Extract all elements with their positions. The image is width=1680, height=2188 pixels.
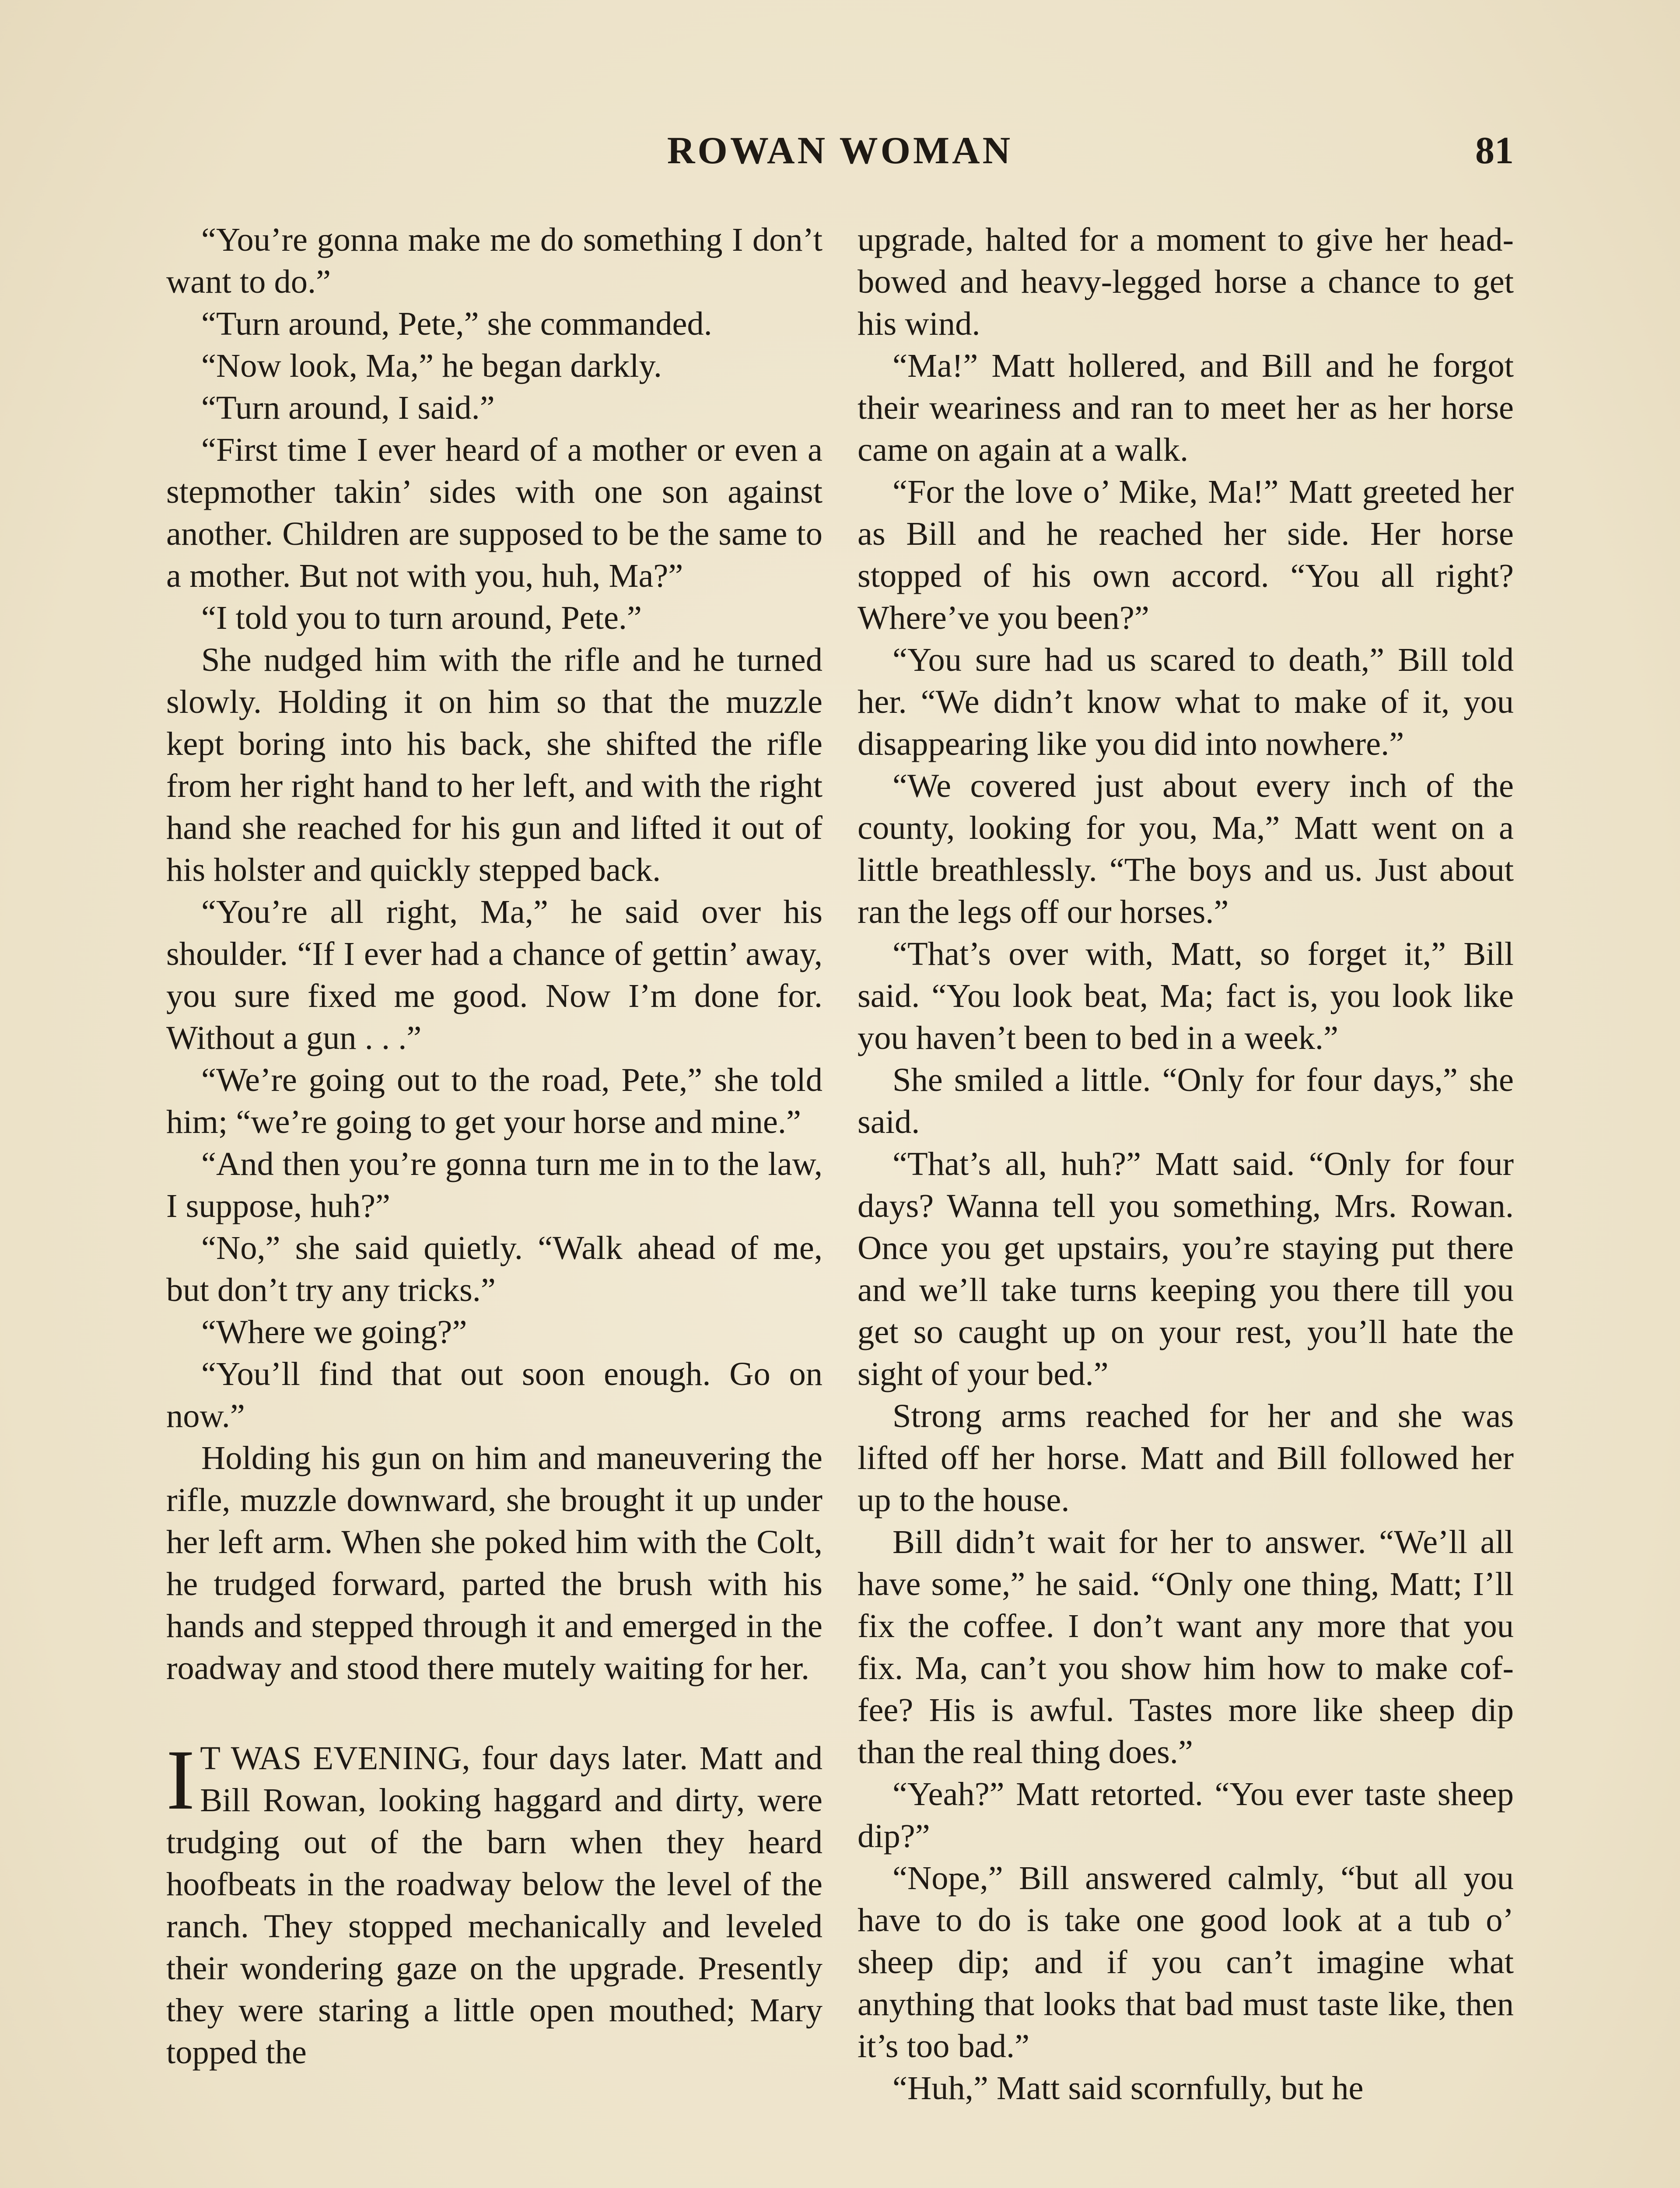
paragraph: “That’s all, huh?” Matt said. “Only for four days? Wanna tell you something, Mrs. Rowan. Once you get upstairs, you’re staying put there and we’ll take turns keeping you there till you get so caught up on your rest, you’ll hate the sight of your bed.”	[858, 1145, 1514, 1392]
paragraph: “You’ll find that out soon enough. Go on now.”	[166, 1355, 822, 1434]
paragraph: “You’re gonna make me do something I don’t want to do.”	[166, 221, 822, 300]
left-column	[166, 219, 822, 2188]
paragraph: She nudged him with the rifle and he turned slowly. Holding it on him so that the muzzle kept boring into his back, she shifted the rifle from her right hand to her left, and with the right hand she reached for his gun and lifted it out of his holster and quickly stepped back.	[166, 641, 822, 888]
paragraph: “That’s over with, Matt, so forget it,” Bill said. “You look beat, Ma; fact is, you look like you haven’t been to bed in a week.”	[858, 935, 1514, 1056]
section-break	[166, 1689, 822, 1737]
paragraph: “Turn around, Pete,” she commanded.	[201, 305, 712, 342]
paragraph: Bill didn’t wait for her to answer. “We’ll all have some,” he said. “Only one thing, Matt; I’ll fix the coffee. I don’t want any more that you fix. Ma, can’t you show him how to make coffee? His is awful. Tastes more like sheep dip than the real thing does.”	[858, 1523, 1514, 1771]
paragraph: “Yeah?” Matt retorted. “You ever taste sheep dip?”	[858, 1775, 1514, 1855]
paragraph: She smiled a little. “Only for four days,” she said.	[858, 1061, 1514, 1140]
section-opening-text: T WAS EVENING, four days later. Matt and Bill Rowan, looking haggard and dirty, were trudging out of the barn when they heard hoofbeats in the roadway below the level of the ranch. They stopped mechanically and leveled their wondering gaze on the upgrade. Presently they were staring a little open mouthed; Mary topped the	[166, 1739, 822, 2071]
paragraph-continued: upgrade, halted for a moment to give her head-bowed and heavy-legged horse a chance to get his wind.	[858, 221, 1514, 342]
paragraph: “You sure had us scared to death,” Bill told her. “We didn’t know what to make of it, you disappearing like you did into nowhere.”	[858, 641, 1514, 762]
paragraph: “No,” she said quietly. “Walk ahead of me, but don’t try any tricks.”	[166, 1229, 822, 1308]
paragraph: Strong arms reached for her and she was lifted off her horse. Matt and Bill followed her up to the house.	[858, 1397, 1514, 1518]
paragraph: “Now look, Ma,” he began darkly.	[201, 347, 662, 384]
paragraph: “We’re going out to the road, Pete,” she told him; “we’re going to get your horse and mine.”	[166, 1061, 822, 1140]
paragraph: “For the love o’ Mike, Ma!” Matt greeted her as Bill and he reached her side. Her horse stopped of his own accord. “You all right? Where’ve you been?”	[858, 473, 1514, 636]
paragraph: “Nope,” Bill answered calmly, “but all you have to do is take one good look at a tub o’ sheep dip; and if you can’t imagine what anything that looks that bad must taste like, then it’s too bad.”	[858, 1859, 1514, 2065]
right-column	[858, 219, 1514, 2188]
running-title: ROWAN WOMAN	[667, 130, 1013, 172]
paragraph: “And then you’re gonna turn me in to the law, I suppose, huh?”	[166, 1145, 822, 1224]
paragraph: “Huh,” Matt said scornfully, but he	[892, 2069, 1364, 2107]
paragraph: “We covered just about every inch of the county, looking for you, Ma,” Matt went on a little breathlessly. “The boys and us. Just about ran the legs off our horses.”	[858, 767, 1514, 930]
page-number: 81	[1475, 130, 1514, 172]
paragraph: Holding his gun on him and maneuvering the rifle, muzzle downward, she brought it up under her left arm. When she poked him with the Colt, he trudged forward, parted the brush with his hands and stepped through it and emerged in the roadway and stood there mutely waiting for her.	[166, 1439, 822, 1687]
paragraph: “Ma!” Matt hollered, and Bill and he forgot their weariness and ran to meet her as her horse came on again at a walk.	[858, 347, 1514, 468]
paragraph: “Turn around, I said.”	[201, 389, 495, 426]
drop-cap: I	[166, 1732, 195, 1827]
paragraph: “Where we going?”	[201, 1313, 467, 1350]
section-opening-paragraph	[166, 1732, 822, 2073]
paragraph: “I told you to turn around, Pete.”	[201, 599, 642, 636]
running-header	[166, 127, 1514, 175]
paragraph: “You’re all right, Ma,” he said over his shoulder. “If I ever had a chance of gettin’ away, you sure fixed me good. Now I’m done for. Without a gun . . .”	[166, 893, 822, 1056]
paragraph: “First time I ever heard of a mother or even a stepmother takin’ sides with one son against another. Children are supposed to be the same to a mother. But not with you, huh, Ma?”	[166, 431, 822, 594]
